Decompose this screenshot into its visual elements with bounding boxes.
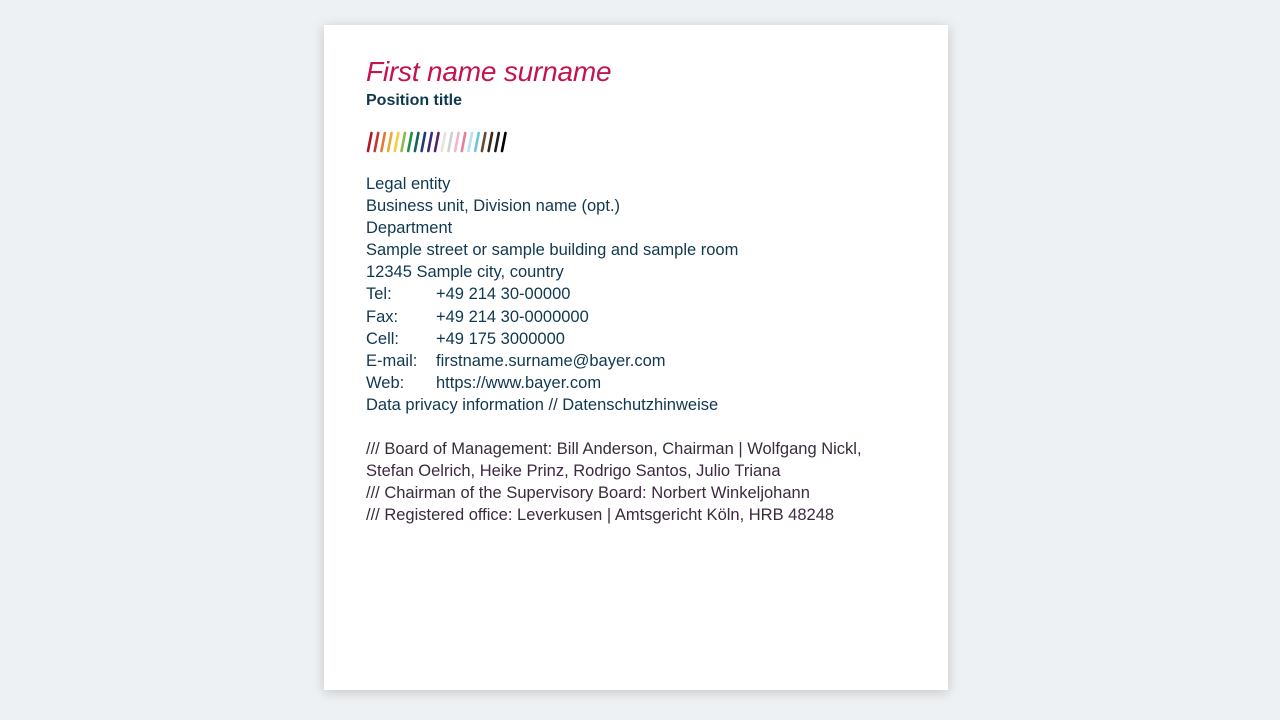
stripe [422,133,426,151]
stripe [495,133,499,151]
stripe [502,133,506,151]
stripe [388,133,392,151]
email-link[interactable]: firstname.surname@bayer.com [436,351,666,370]
stripe [381,133,385,151]
website-link[interactable]: https://www.bayer.com [436,373,602,392]
email-signature-card [324,25,948,690]
business-unit: Business unit, Division name (opt.) [366,197,621,216]
contact-row-cell [366,328,906,350]
stripe [428,133,432,151]
contact-row-tel [366,283,906,305]
contact-row-web [366,372,906,394]
stripe [395,133,399,151]
contact-label: Fax: [366,307,399,326]
privacy-link[interactable]: Data privacy information // Datenschutzhinweise [366,395,719,414]
legal-line: /// Board of Management: Bill Anderson, Chairman | Wolfgang Nickl, [366,440,862,459]
contact-label: Web: [366,373,405,392]
contact-label: E-mail: [366,351,418,370]
legal-entity: Legal entity [366,175,451,193]
stripe [408,133,412,151]
address-block [366,173,906,416]
legal-notice [366,438,906,526]
legal-line: /// Chairman of the Supervisory Board: Norbert Winkeljohann [366,484,810,503]
color-stripes-logo [366,130,526,154]
street-address: Sample street or sample building and sample room [366,241,739,260]
phone-number[interactable]: +49 214 30-00000 [436,285,571,304]
contact-row-fax [366,306,906,328]
stripe [448,133,452,151]
stripe [469,133,473,151]
signature-position: Position title [366,92,462,109]
fax-number: +49 214 30-0000000 [436,307,589,326]
stripe [462,133,466,151]
city-country: 12345 Sample city, country [366,263,564,282]
legal-line: Stefan Oelrich, Heike Prinz, Rodrigo Santos, Julio Triana [366,462,781,481]
contact-label: Cell: [366,329,400,348]
stripe [475,133,479,151]
legal-line: /// Registered office: Leverkusen | Amtsgericht Köln, HRB 48248 [366,506,835,525]
signature-name: First name surname [366,56,612,87]
department: Department [366,219,453,238]
stripe [482,133,486,151]
stripe [455,133,459,151]
stripe [375,133,379,151]
stripe [435,133,439,151]
cell-number[interactable]: +49 175 3000000 [436,329,565,348]
stripe [442,133,446,151]
contact-label: Tel: [366,285,392,304]
stripe [489,133,493,151]
stripe [402,133,406,151]
stripe [415,133,419,151]
contact-row-email [366,350,906,372]
stripe [368,133,372,151]
